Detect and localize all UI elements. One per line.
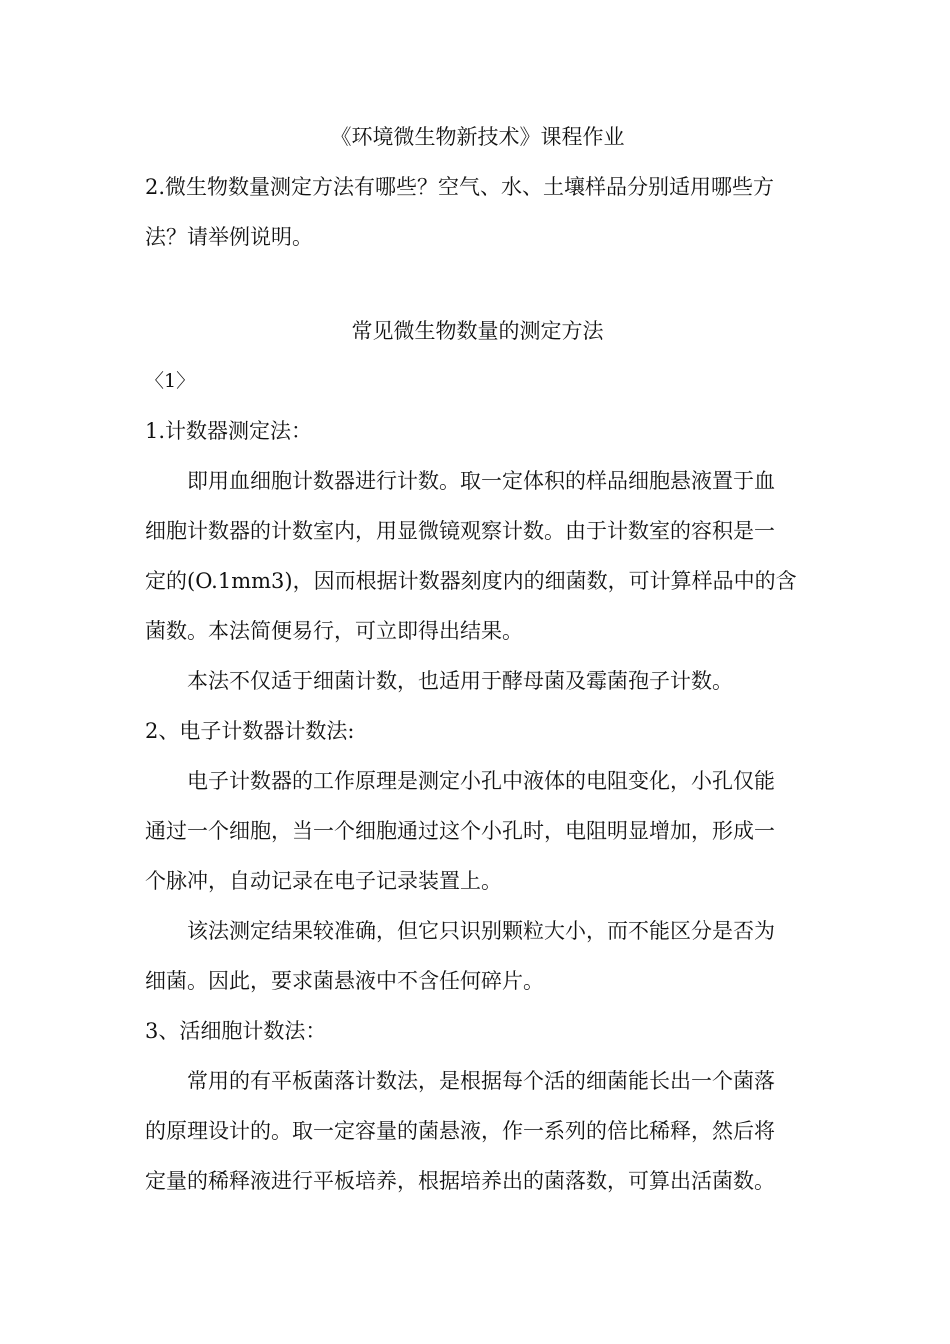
paragraph-line: 的原理设计的。取一定容量的菌悬液，作一系列的倍比稀释，然后将 <box>145 1119 775 1143</box>
question-line: 法？请举例说明。 <box>145 225 313 249</box>
paragraph-line: 菌数。本法简便易行，可立即得出结果。 <box>145 619 523 643</box>
blank-space <box>145 262 810 306</box>
paragraph-line: 个脉冲，自动记录在电子记录装置上。 <box>145 869 502 893</box>
paragraph-line: 通过一个细胞，当一个细胞通过这个小孔时，电阻明显增加，形成一 <box>145 819 775 843</box>
course-title: 《环境微生物新技术》课程作业 <box>330 125 625 149</box>
paragraph-line: 该法测定结果较准确，但它只识别颗粒大小，而不能区分是否为 <box>187 919 775 943</box>
paragraph-line: 电子计数器的工作原理是测定小孔中液体的电阻变化，小孔仅能 <box>187 769 775 793</box>
document-page <box>145 112 810 1206</box>
question-line: 2.微生物数量测定方法有哪些？空气、水、土壤样品分别适用哪些方 <box>145 175 775 199</box>
paragraph-line: 细胞计数器的计数室内，用显微镜观察计数。由于计数室的容积是一 <box>145 519 775 543</box>
method-heading: 2、电子计数器计数法: <box>145 719 355 743</box>
part-marker: 〈1〉 <box>145 370 196 392</box>
paragraph-line: 定的(O.1mm3)，因而根据计数器刻度内的细菌数，可计算样品中的含 <box>145 569 797 593</box>
method-heading: 1.计数器测定法： <box>145 419 313 443</box>
paragraph-line: 本法不仅适于细菌计数，也适用于酵母菌及霉菌孢子计数。 <box>187 669 733 693</box>
paragraph-line: 定量的稀释液进行平板培养，根据培养出的菌落数，可算出活菌数。 <box>145 1169 775 1193</box>
paragraph-line: 细菌。因此，要求菌悬液中不含任何碎片。 <box>145 969 544 993</box>
paragraph-line: 即用血细胞计数器进行计数。取一定体积的样品细胞悬液置于血 <box>187 469 775 493</box>
method-heading: 3、活细胞计数法： <box>145 1019 327 1043</box>
section-title: 常见微生物数量的测定方法 <box>351 319 604 343</box>
paragraph-line: 常用的有平板菌落计数法，是根据每个活的细菌能长出一个菌落 <box>187 1069 775 1093</box>
